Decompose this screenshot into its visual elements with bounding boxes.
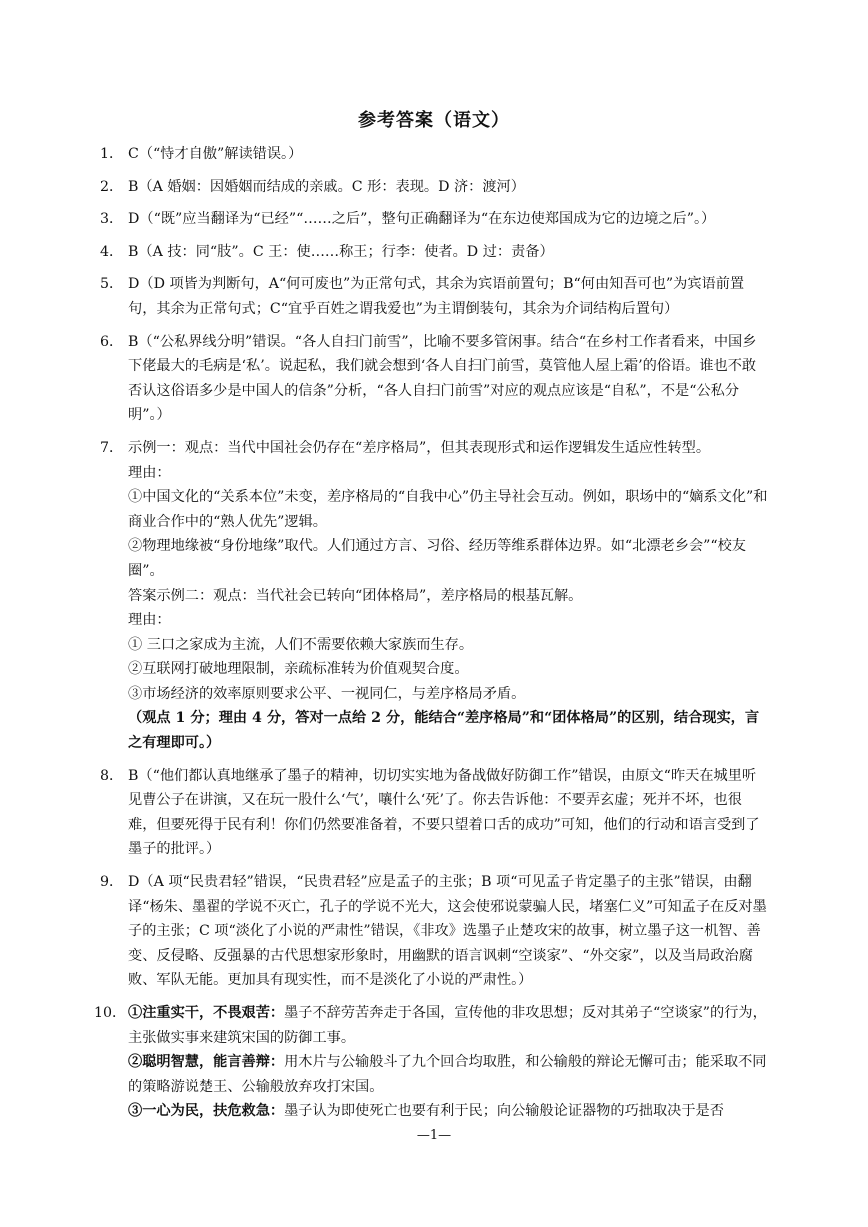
answer-10 [94,1001,768,1124]
answer-number: 3． [100,211,124,228]
trait-heading: ③一心为民，扶危救急： [128,1103,285,1120]
answer-number: 6． [100,333,124,350]
answer-number: 7． [100,439,124,456]
reason-label: 理由： [128,612,171,629]
trait-text: 墨子认为即使死亡也要有利于民；向公输般论证器物的巧拙取决于是否 [284,1103,724,1120]
trait-point [128,1001,768,1050]
answer-7-body [128,436,768,756]
page-title: 参考答案（语文） [358,110,510,131]
answer-6 [100,330,768,428]
answer-number: 10． [94,1005,127,1021]
answer-list [94,142,768,1132]
answer-number: 5． [100,276,124,293]
answer-7 [100,436,768,756]
trait-point [128,1050,768,1099]
page-number: —1— [416,1128,452,1143]
reason-point: ① 三口之家成为主流，人们不需要依赖大家族而生存。 [128,636,474,653]
scoring-note: （观点 1 分；理由 4 分，答对一点给 2 分，能结合“差序格局”和“团体格局”的区别，结合现实，言之有理即可。） [128,710,760,752]
trait-heading: ②聪明智慧，能言善辩： [128,1054,285,1071]
trait-heading: ①注重实干，不畏艰苦： [128,1005,285,1021]
example-1-heading: 示例一：观点：当代中国社会仍存在“差序格局”，但其表现形式和运作逻辑发生适应性转型。 [128,439,711,456]
answer-text: D（D 项皆为判断句，A“何可废也”为正常句式，其余为宾语前置句；B“何由知吾可也”为宾语前置句，其余为正常句式；C“宜乎百姓之谓我爱也”为主谓倒装句，其余为介词结构后置句） [128,276,745,317]
answer-9 [100,870,768,993]
example-2-heading: 答案示例二：观点：当代社会已转向“团体格局”，差序格局的根基瓦解。 [128,587,583,604]
answer-number: 2． [100,178,124,195]
trait-text: 墨子不辞劳苦奔走于各国，宣传他的非攻思想；反对其弟子“空谈家”的行为，主张做实事来建筑宋国的防御工事。 [128,1005,767,1046]
trait-point [128,1099,768,1124]
answer-2 [100,175,768,200]
answer-5 [100,272,768,321]
reason-point: ②物理地缘被“身份地缘”取代。人们通过方言、习俗、经历等维系群体边界。如“北漂老乡会”“校友圈”。 [128,538,746,579]
answer-3 [100,207,768,232]
answer-text: B（“公私界线分明”错误。“各人自扫门前雪”，比喻不要多管闲事。结合“在乡村工作者看来，中国乡下佬最大的毛病是‘私’。说起私，我们就会想到‘各人自扫门前雪，莫管他人屋上霜’的俗语。谁也不敢否认这俗语多少是中国人的信条”分析，“各人自扫门前雪”对应的观点应该是“自私”，不是“公私分明”。） [128,333,757,424]
answer-8 [100,764,768,862]
answer-text: C（“恃才自傲”解读错误。） [128,146,303,162]
answer-text: D（A 项“民贵君轻”错误，“民贵君轻”应是孟子的主张；B 项“可见孟子肯定墨子的主张”错误，由翻译“杨朱、墨翟的学说不灭亡，孔子的学说不光大，这会使邪说蒙骗人民，堵塞仁义”可知孟子在反对墨子的主张；C 项“淡化了小说的严肃性”错误，《非攻》选墨子止楚攻宋的故事，树立墨子这一机智、善变、反侵略、反强暴的古代思想家形象时，用幽默的语言讽刺“空谈家”、“外交家”，以及当局政治腐败、军队无能。更加具有现实性，而不是淡化了小说的严肃性。） [128,874,767,989]
answer-number: 9． [100,874,124,891]
answer-text: B（“他们都认真地继承了墨子的精神，切切实实地为备战做好防御工作”错误，由原文“昨天在城里听见曹公子在讲演，又在玩一股什么‘气’，嚷什么‘死’了。你去告诉他：不要弄玄虚；死并不坏，也很难，但要死得于民有利！你们仍然要准备着，不要只望着口舌的成功”可知，他们的行动和语言受到了墨子的批评。） [128,767,760,858]
answer-1 [100,142,768,167]
answer-text: B（A 婚姻：因婚姻而结成的亲戚。C 形：表现。D 济：渡河） [128,178,525,195]
answer-4 [100,240,768,265]
answer-number: 1． [100,146,124,162]
answer-text: B（A 技：同“肢”。C 王：使……称王；行李：使者。D 过：责备） [128,243,554,260]
answer-number: 8． [100,767,124,784]
reason-point: ③市场经济的效率原则要求公平、一视同仁，与差序格局矛盾。 [128,685,526,702]
answer-10-body [128,1001,768,1124]
reason-point: ②互联网打破地理限制，亲疏标准转为价值观契合度。 [128,661,469,678]
answer-number: 4． [100,243,124,260]
trait-text: 用木片与公输般斗了九个回合均取胜，和公输般的辩论无懈可击；能采取不同的策略游说楚王、公输般放弃攻打宋国。 [128,1054,767,1095]
reason-label: 理由： [128,464,171,481]
reason-point: ①中国文化的“关系本位”未变，差序格局的“自我中心”仍主导社会互动。例如，职场中的“嫡系文化”和商业合作中的“熟人优先”逻辑。 [128,489,768,530]
answer-text: D（“既”应当翻译为“已经”“……之后”，整句正确翻译为“在东边使郑国成为它的边境之后”。） [128,211,716,228]
